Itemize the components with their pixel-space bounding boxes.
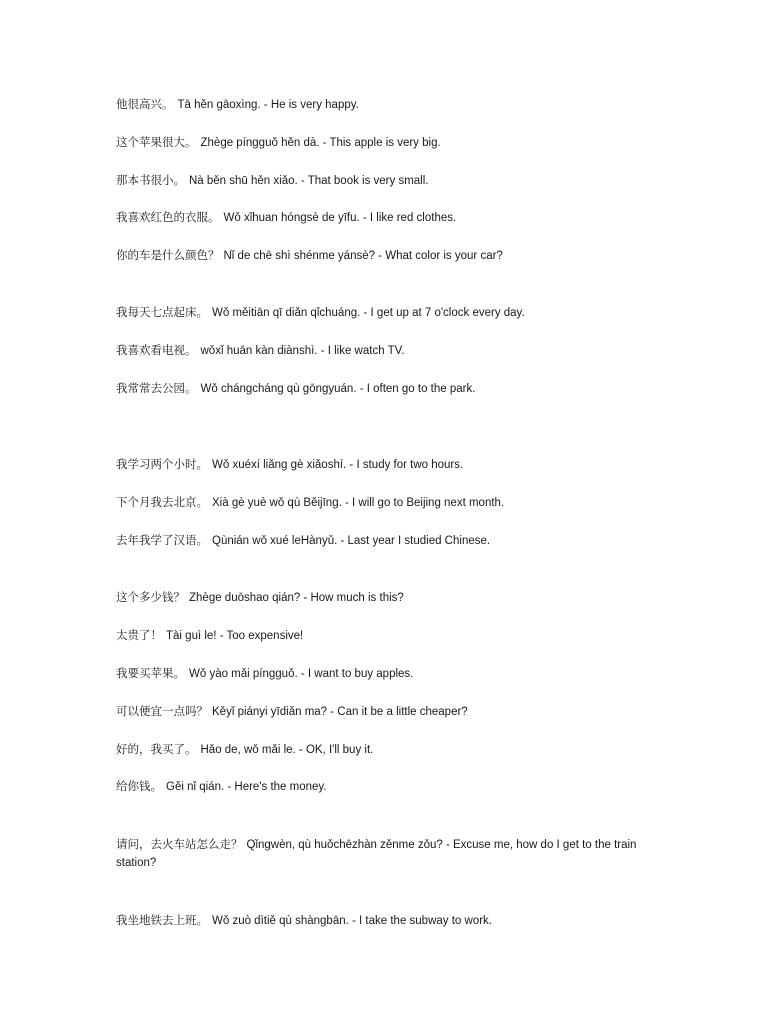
pinyin-translation: Zhège duōshao qián? - How much is this?	[189, 592, 404, 604]
sentence-line	[116, 531, 656, 550]
sentence-line	[116, 133, 656, 152]
pinyin-translation: Wǒ xǐhuan hóngsè de yīfu. - I like red clothes.	[223, 212, 457, 224]
sentence-line	[116, 740, 656, 759]
chinese-characters: 这个多少钱？	[116, 590, 185, 604]
sentence-line	[116, 588, 656, 607]
pinyin-translation: Tā hěn gāoxìng. - He is very happy.	[177, 99, 359, 111]
chinese-characters: 我要买苹果。	[116, 666, 185, 680]
chinese-characters: 我坐地铁去上班。	[116, 913, 208, 927]
sentence-line	[116, 664, 656, 683]
chinese-characters: 下个月我去北京。	[116, 495, 208, 509]
pinyin-translation: Wǒ xuéxí liǎng gè xiǎoshí. - I study for two hours.	[212, 459, 464, 471]
pinyin-translation: Wǒ chángcháng qù gōngyuán. - I often go to the park.	[200, 383, 476, 395]
pinyin-translation: Nǐ de chē shì shénme yánsè? - What color is your car?	[223, 250, 503, 262]
chinese-characters: 我喜欢看电视。	[116, 343, 197, 357]
chinese-characters: 他很高兴。	[116, 97, 174, 111]
chinese-characters: 好的，我买了。	[116, 742, 197, 756]
chinese-characters: 这个苹果很大。	[116, 135, 197, 149]
pinyin-translation: Zhège píngguǒ hěn dà. - This apple is very big.	[200, 137, 441, 149]
chinese-characters: 我学习两个小时。	[116, 457, 208, 471]
sentence-line	[116, 379, 656, 398]
chinese-characters: 去年我学了汉语。	[116, 533, 208, 547]
sentence-line	[116, 303, 656, 322]
chinese-characters: 我喜欢红色的衣服。	[116, 210, 220, 224]
chinese-characters: 我常常去公园。	[116, 381, 197, 395]
chinese-characters: 可以便宜一点吗？	[116, 704, 208, 718]
pinyin-translation: Xià gè yuè wǒ qù Běijīng. - I will go to Beijing next month.	[212, 497, 505, 509]
sentence-line	[116, 246, 656, 265]
pinyin-translation: Qǐngwèn, qù huǒchēzhàn zěnme zǒu? - Excuse me, how do I get to the train station?	[116, 839, 637, 869]
chinese-characters: 请问，去火车站怎么走？	[116, 837, 243, 851]
pinyin-translation: wǒxǐ huān kàn diànshì. - I like watch TV.	[200, 345, 405, 357]
sentence-line	[116, 835, 656, 872]
sentence-line	[116, 777, 656, 796]
sentence-line	[116, 702, 656, 721]
sentence-line	[116, 208, 656, 227]
pinyin-translation: Tài guì le! - Too expensive!	[166, 630, 304, 642]
sentence-line	[116, 493, 656, 512]
pinyin-translation: Hǎo de, wǒ mǎi le. - OK, I'll buy it.	[200, 744, 374, 756]
chinese-characters: 太贵了！	[116, 628, 162, 642]
pinyin-translation: Wǒ zuò dìtiě qù shàngbān. - I take the subway to work.	[212, 915, 492, 927]
pinyin-translation: Wǒ měitiān qī diǎn qǐchuáng. - I get up at 7 o'clock every day.	[212, 307, 525, 319]
chinese-characters: 给你钱。	[116, 779, 162, 793]
chinese-characters: 那本书很小。	[116, 173, 185, 187]
pinyin-translation: Gěi nǐ qián. - Here's the money.	[166, 781, 327, 793]
pinyin-translation: Nà běn shū hěn xiǎo. - That book is very small.	[189, 175, 429, 187]
pinyin-translation: Kěyǐ piányi yīdiǎn ma? - Can it be a little cheaper?	[212, 706, 468, 718]
sentence-line	[116, 911, 656, 930]
chinese-characters: 我每天七点起床。	[116, 305, 208, 319]
sentence-line	[116, 341, 656, 360]
pinyin-translation: Qùnián wǒ xué leHànyǔ. - Last year I studied Chinese.	[212, 535, 491, 547]
pinyin-translation: Wǒ yào mǎi píngguǒ. - I want to buy apples.	[189, 668, 414, 680]
sentence-line	[116, 171, 656, 190]
sentence-line	[116, 95, 656, 114]
sentence-line	[116, 455, 656, 474]
chinese-characters: 你的车是什么颜色？	[116, 248, 220, 262]
sentence-line	[116, 626, 656, 645]
